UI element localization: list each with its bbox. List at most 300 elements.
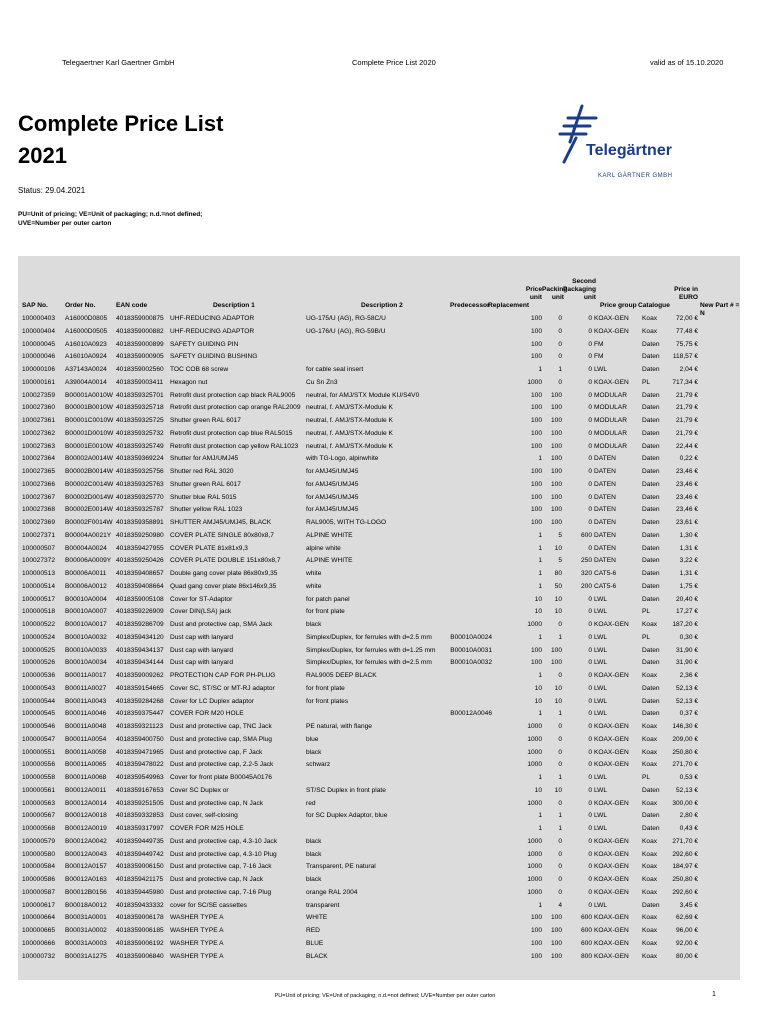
cell-sap: 100000617: [22, 901, 56, 909]
cell-group: LWL: [594, 633, 608, 641]
cell-ve: 4: [558, 901, 562, 909]
cell-ve: 0: [558, 327, 562, 335]
table-row: [18, 925, 740, 938]
cell-pu: 100: [530, 417, 542, 424]
cell-uve: 0: [588, 353, 592, 361]
cell-desc2: for front plate: [306, 608, 345, 616]
cell-ean: 4018359286709: [116, 621, 164, 628]
cell-desc1: Cover SC Duplex or: [170, 786, 229, 794]
cell-price: 1,31 €: [679, 570, 698, 577]
cell-group: FM: [594, 353, 604, 361]
cell-pu: 100: [530, 493, 542, 501]
cell-price: 271,70 €: [672, 761, 698, 769]
cell-cat: Koax: [642, 888, 658, 896]
cell-group: KOAX-GEN: [594, 799, 629, 807]
cell-order: A16000D0805: [65, 315, 108, 322]
cell-ean: 4018359408664: [116, 582, 164, 590]
cell-ean: 4018359421175: [116, 876, 164, 883]
col-predecessor: Predecessor: [450, 302, 490, 309]
cell-cat: Daten: [642, 442, 660, 450]
cell-uve: 0: [588, 442, 592, 450]
cell-group: LWL: [594, 710, 608, 718]
cell-order: A16010A0923: [65, 340, 107, 348]
table-row: [18, 645, 740, 658]
cell-desc1: SHUTTER AMJ45/UMJ45, BLACK: [170, 519, 272, 526]
page-title: [18, 108, 223, 172]
cell-uve: 0: [588, 723, 592, 730]
header-company: Telegaertner Karl Gaertner GmbH: [62, 58, 175, 67]
cell-sap: 100027362: [22, 429, 56, 437]
cell-ve: 5: [558, 557, 562, 565]
cell-sap: 100000586: [22, 876, 56, 883]
cell-uve: 0: [588, 455, 592, 463]
cell-cat: Koax: [642, 914, 658, 922]
cell-uve: 0: [588, 646, 592, 654]
cell-ean: 4018359000899: [116, 340, 164, 348]
col-desc1: Description 1: [213, 302, 255, 309]
table-row: [18, 798, 740, 811]
table-row: [18, 415, 740, 428]
cell-uve: 0: [588, 697, 592, 705]
cell-order: B00004A0024: [65, 544, 107, 552]
cell-ean: 4018359325749: [116, 442, 164, 450]
cell-desc1: UHF-REDUCING ADAPTOR: [170, 327, 255, 335]
cell-uve: 0: [588, 837, 592, 845]
cell-order: B00012A0043: [65, 850, 107, 858]
cell-cat: Daten: [642, 404, 660, 412]
cell-ve: 0: [558, 837, 562, 845]
cell-desc1: Retrofit dust protection cap yellow RAL1023: [170, 442, 299, 450]
cell-price: 3,45 €: [679, 901, 698, 909]
col-ean: EAN code: [116, 302, 148, 309]
price-table: [18, 256, 740, 980]
cell-ean: 4018359000875: [116, 315, 164, 322]
cell-ve: 50: [554, 582, 562, 590]
cell-ean: 4018359006150: [116, 863, 164, 871]
cell-group: DATEN: [594, 531, 616, 539]
cell-sap: 100000587: [22, 888, 56, 896]
table-row: [18, 568, 740, 581]
cell-ve: 100: [550, 442, 562, 450]
cell-group: KOAX-GEN: [594, 876, 629, 883]
cell-cat: Koax: [642, 672, 658, 679]
cell-order: B00006A0011: [65, 570, 107, 577]
cell-cat: Koax: [642, 837, 658, 845]
cell-price: 62,69 €: [676, 914, 698, 922]
cell-cat: Daten: [642, 582, 660, 590]
cell-ve: 100: [550, 506, 562, 514]
cell-desc1: Dust and protective cap, N Jack: [170, 876, 264, 883]
cell-sap: 100027372: [22, 557, 56, 565]
cell-price: 21,79 €: [676, 429, 698, 437]
table-row: [18, 390, 740, 403]
cell-sap: 100000522: [22, 621, 56, 628]
cell-ean: 4018359006840: [116, 952, 164, 960]
cell-ean: 4018359549963: [116, 774, 164, 781]
cell-order: B00002B0014W: [65, 468, 114, 475]
cell-cat: PL: [642, 633, 651, 641]
cell-pu: 1000: [527, 378, 542, 386]
col-order: Order No.: [65, 302, 96, 309]
cell-group: KOAX-GEN: [594, 850, 629, 858]
table-row: [18, 759, 740, 772]
cell-uve: 0: [588, 633, 592, 641]
cell-cat: Koax: [642, 748, 658, 756]
cell-ve: 1: [558, 812, 562, 820]
cell-desc1: WASHER TYPE A: [170, 952, 224, 960]
table-row: [18, 517, 740, 530]
cell-cat: PL: [642, 774, 651, 781]
cell-group: KOAX-GEN: [594, 761, 629, 769]
cell-cat: Daten: [642, 812, 660, 820]
cell-cat: Koax: [642, 315, 658, 322]
cell-sap: 100000665: [22, 927, 56, 934]
cell-sap: 100027366: [22, 480, 56, 488]
cell-ean: 4018359000905: [116, 353, 164, 361]
cell-desc1: cover for SC/SE cassettes: [170, 901, 247, 909]
cell-uve: 0: [588, 876, 592, 883]
status-date: Status: 29.04.2021: [18, 186, 86, 195]
cell-group: CAT5-6: [594, 582, 617, 590]
cell-order: A16010A0924: [65, 353, 107, 361]
cell-group: KOAX-GEN: [594, 952, 629, 960]
cell-pu: 1000: [527, 863, 542, 871]
header-valid: valid as of 15.10.2020: [650, 58, 724, 67]
cell-price: 23,61 €: [676, 519, 698, 526]
cell-desc1: Dust and protective cap, SMA Plug: [170, 735, 272, 743]
cell-order: B00002A0014W: [65, 455, 114, 463]
cell-desc1: Cover for LC Duplex adaptor: [170, 697, 254, 705]
cell-ve: 0: [558, 340, 562, 348]
cell-desc2: Cu Sn Zn3: [306, 378, 338, 386]
header-document: Complete Price List 2020: [352, 58, 436, 67]
col-sap: SAP No.: [22, 302, 48, 309]
cell-sap: 100000579: [22, 837, 56, 845]
cell-cat: Koax: [642, 876, 658, 883]
cell-ean: 4018359449735: [116, 837, 164, 845]
cell-order: A37143A0024: [65, 366, 107, 373]
cell-ve: 0: [558, 799, 562, 807]
cell-order: B00012A0157: [65, 863, 107, 871]
cell-ve: 100: [550, 519, 562, 526]
cell-group: KOAX-GEN: [594, 621, 629, 628]
cell-uve: 0: [588, 863, 592, 871]
cell-desc1: Dust cap with lanyard: [170, 633, 234, 641]
cell-sap: 100027369: [22, 519, 56, 526]
cell-ve: 1: [558, 825, 562, 832]
cell-group: DATEN: [594, 468, 616, 475]
cell-cat: Daten: [642, 455, 660, 463]
cell-desc1: Retrofit dust protection cap orange RAL2009: [170, 404, 301, 412]
cell-ean: 4018359325732: [116, 429, 164, 437]
col-packing-unit: Packing unit: [542, 286, 568, 301]
cell-desc1: Retrofit dust protection cap blue RAL5015: [170, 429, 293, 437]
cell-pu: 100: [530, 340, 542, 348]
cell-cat: Daten: [642, 391, 660, 399]
table-row: [18, 670, 740, 683]
cell-group: KOAX-GEN: [594, 914, 629, 922]
table-row: [18, 339, 740, 352]
cell-group: LWL: [594, 812, 608, 820]
cell-ean: 4018359369224: [116, 455, 164, 463]
cell-cat: Daten: [642, 786, 660, 794]
cell-uve: 0: [588, 493, 592, 501]
cell-price: 21,79 €: [676, 391, 698, 399]
cell-pu: 100: [530, 442, 542, 450]
table-row: [18, 492, 740, 505]
cell-order: B00012A0011: [65, 786, 107, 794]
cell-ve: 100: [550, 927, 562, 934]
cell-ve: 100: [550, 429, 562, 437]
table-row: [18, 351, 740, 364]
cell-price: 72,00 €: [676, 315, 698, 322]
cell-order: B00011A0054: [65, 735, 107, 743]
cell-sap: 100000161: [22, 378, 56, 386]
cell-ve: 1: [558, 633, 562, 641]
cell-ve: 5: [558, 531, 562, 539]
cell-cat: Daten: [642, 710, 660, 718]
table-row: [18, 721, 740, 734]
table-row: [18, 606, 740, 619]
cell-sap: 100000545: [22, 710, 56, 718]
cell-sap: 100000580: [22, 850, 56, 858]
cell-order: B00010A0034: [65, 659, 107, 667]
col-price: Price in EURO: [674, 286, 698, 301]
cell-ve: 100: [550, 952, 562, 960]
cell-pu: 10: [534, 697, 542, 705]
cell-desc2: with TG-Logo, alpinwhite: [306, 455, 379, 463]
cell-price: 300,00 €: [672, 799, 698, 807]
cell-sap: 100000507: [22, 544, 56, 552]
cell-cat: Daten: [642, 684, 660, 692]
table-row: [18, 632, 740, 645]
cell-ean: 4018359009262: [116, 672, 164, 679]
cell-sap: 100027361: [22, 417, 56, 424]
table-row: [18, 696, 740, 709]
cell-pred: B00012A0046: [450, 710, 492, 718]
cell-ean: 4018359000882: [116, 327, 164, 335]
cell-group: DATEN: [594, 519, 616, 526]
cell-pu: 1: [538, 901, 542, 909]
cell-pred: B00010A0032: [450, 659, 492, 667]
table-row: [18, 453, 740, 466]
cell-price: 17,27 €: [676, 608, 698, 616]
cell-ean: 4018359375447: [116, 710, 164, 718]
cell-ve: 0: [558, 761, 562, 769]
cell-group: MODULAR: [594, 417, 627, 424]
table-row: [18, 683, 740, 696]
cell-uve: 0: [588, 608, 592, 616]
cell-group: LWL: [594, 684, 608, 692]
logo-wordmark: Telegärtner: [586, 142, 672, 159]
cell-ean: 4018359250980: [116, 531, 164, 539]
cell-ve: 80: [554, 570, 562, 577]
cell-group: KOAX-GEN: [594, 927, 629, 934]
cell-desc2: neutral, f. AMJ/STX-Module K: [306, 442, 393, 450]
cell-uve: 0: [588, 774, 592, 781]
cell-pu: 1: [538, 570, 542, 577]
cell-desc1: Cover SC, ST/SC or MT-RJ adaptor: [170, 684, 275, 692]
cell-group: DATEN: [594, 557, 616, 565]
cell-cat: Koax: [642, 952, 658, 960]
cell-group: FM: [594, 340, 604, 348]
cell-desc2: UG-176/U (AG), RG-59B/U: [306, 327, 386, 335]
cell-ve: 0: [558, 850, 562, 858]
cell-ve: 0: [558, 888, 562, 896]
cell-price: 187,20 €: [672, 621, 698, 628]
cell-desc1: WASHER TYPE A: [170, 914, 224, 922]
cell-ean: 4018359449742: [116, 850, 164, 858]
cell-desc2: for AMJ45/UMJ45: [306, 506, 359, 514]
cell-group: LWL: [594, 901, 608, 909]
cell-ean: 4018359003411: [116, 378, 164, 386]
cell-ve: 0: [558, 876, 562, 883]
cell-uve: 0: [588, 735, 592, 743]
cell-group: LWL: [594, 608, 608, 616]
table-row: [18, 951, 740, 964]
cell-group: KOAX-GEN: [594, 837, 629, 845]
cell-group: LWL: [594, 595, 608, 603]
cell-ve: 1: [558, 366, 562, 373]
cell-sap: 100027363: [22, 442, 56, 450]
cell-cat: Daten: [642, 519, 660, 526]
cell-price: 20,40 €: [676, 595, 698, 603]
cell-desc2: UG-175/U (AG), RG-58C/U: [306, 315, 386, 322]
cell-desc2: black: [306, 850, 322, 858]
cell-order: B00011A0043: [65, 697, 107, 705]
cell-pu: 1000: [527, 799, 542, 807]
cell-desc1: Cover for ST-Adaptor: [170, 595, 233, 603]
cell-desc2: BLACK: [306, 952, 328, 960]
cell-desc1: Dust and protective cap, F Jack: [170, 748, 263, 756]
table-row: [18, 887, 740, 900]
cell-desc2: black: [306, 621, 322, 628]
cell-group: DATEN: [594, 480, 616, 488]
cell-ve: 1: [558, 774, 562, 781]
cell-sap: 100000404: [22, 327, 56, 335]
cell-cat: Daten: [642, 595, 660, 603]
cell-ean: 4018359445980: [116, 888, 164, 896]
cell-cat: Koax: [642, 927, 658, 934]
table-row: [18, 543, 740, 556]
cell-uve: 0: [588, 391, 592, 399]
cell-price: 209,00 €: [672, 735, 698, 743]
cell-pu: 10: [534, 786, 542, 794]
cell-price: 21,79 €: [676, 404, 698, 412]
cell-ve: 0: [558, 735, 562, 743]
cell-desc2: for AMJ45/UMJ45: [306, 480, 359, 488]
cell-cat: Daten: [642, 901, 660, 909]
abbreviation-note: PU=Unit of pricing; VE=Unit of packaging; n.d.=not defined; UVE=Number per outer carton: [18, 211, 203, 227]
cell-order: B00001D0010W: [65, 429, 114, 437]
cell-sap: 100027364: [22, 455, 56, 463]
cell-pu: 10: [534, 684, 542, 692]
cell-pu: 100: [530, 914, 542, 922]
table-row: [18, 581, 740, 594]
cell-sap: 100000563: [22, 799, 56, 807]
cell-pu: 1: [538, 825, 542, 832]
cell-desc2: WHITE: [306, 914, 328, 922]
cell-cat: Daten: [642, 340, 660, 348]
cell-desc1: TOC COB 68 screw: [170, 366, 229, 373]
cell-group: KOAX-GEN: [594, 378, 629, 386]
cell-price: 52,13 €: [676, 684, 698, 692]
cell-desc2: for cable seal insert: [306, 366, 364, 373]
cell-sap: 100000568: [22, 825, 56, 832]
cell-sap: 100000732: [22, 952, 56, 960]
cell-uve: 0: [588, 786, 592, 794]
cell-group: MODULAR: [594, 404, 627, 412]
cell-sap: 100000584: [22, 863, 56, 871]
cell-uve: 0: [588, 378, 592, 386]
cell-desc1: Dust cover, self-closing: [170, 812, 238, 820]
cell-sap: 100027368: [22, 506, 56, 514]
cell-sap: 100000547: [22, 735, 56, 743]
cell-sap: 100000567: [22, 812, 56, 820]
table-row: [18, 861, 740, 874]
cell-pred: B00010A0024: [450, 633, 492, 641]
cell-desc1: COVER PLATE DOUBLE 151x80x8,7: [170, 557, 281, 565]
cell-ve: 100: [550, 939, 562, 947]
cell-price: 23,46 €: [676, 468, 698, 475]
cell-price: 31,90 €: [676, 646, 698, 654]
cell-desc2: alpine white: [306, 544, 341, 552]
cell-ean: 4018359226909: [116, 608, 164, 616]
cell-order: B00011A0017: [65, 672, 107, 679]
table-row: [18, 900, 740, 913]
cell-desc2: for front plates: [306, 697, 349, 705]
cell-uve: 0: [588, 888, 592, 896]
cell-sap: 100027359: [22, 391, 56, 399]
cell-ean: 4018359325701: [116, 391, 164, 399]
cell-sap: 100000558: [22, 774, 56, 781]
cell-desc1: COVER PLATE 81x81x9,3: [170, 544, 248, 552]
cell-desc1: SAFETY GUIDING BUSHING: [170, 353, 258, 361]
cell-pu: 1: [538, 531, 542, 539]
cell-uve: 0: [588, 480, 592, 488]
cell-desc1: Shutter red RAL 3020: [170, 468, 234, 475]
cell-ve: 10: [554, 684, 562, 692]
cell-desc1: Dust cap with lanyard: [170, 659, 234, 667]
cell-pu: 100: [530, 327, 542, 335]
cell-ve: 100: [550, 455, 562, 463]
cell-price: 52,13 €: [676, 786, 698, 794]
cell-uve: 0: [588, 519, 592, 526]
cell-pu: 1: [538, 633, 542, 641]
cell-desc2: for SC Duplex Adaptor, blue: [306, 812, 388, 820]
cell-group: LWL: [594, 659, 608, 667]
cell-ve: 10: [554, 595, 562, 603]
cell-price: 0,53 €: [679, 774, 698, 781]
cell-desc1: WASHER TYPE A: [170, 927, 224, 934]
cell-price: 292,60 €: [672, 850, 698, 858]
cell-pu: 100: [530, 659, 542, 667]
cell-uve: 0: [588, 595, 592, 603]
cell-ean: 4018359433332: [116, 901, 164, 909]
cell-pu: 100: [530, 927, 542, 934]
cell-cat: PL: [642, 608, 651, 616]
cell-group: CAT5-6: [594, 570, 617, 577]
cell-desc2: transparent: [306, 901, 340, 909]
cell-price: 250,80 €: [672, 876, 698, 883]
cell-pu: 1: [538, 557, 542, 565]
cell-pu: 1: [538, 455, 542, 463]
col-new-part: New Part # = N: [700, 302, 740, 317]
cell-group: LWL: [594, 646, 608, 654]
cell-desc1: Dust and protective cap, N Jack: [170, 799, 264, 807]
cell-desc2: for patch panel: [306, 595, 350, 603]
cell-uve: 0: [588, 825, 592, 832]
